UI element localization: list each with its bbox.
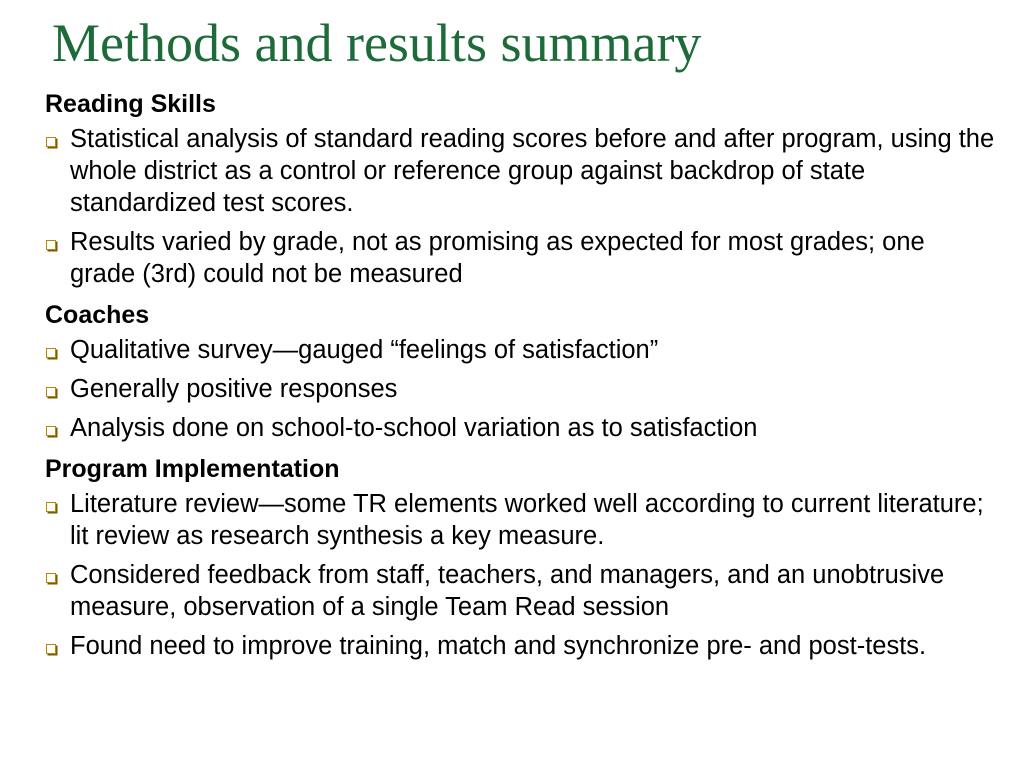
bullet-list bbox=[45, 123, 995, 290]
section-heading: Reading Skills bbox=[45, 90, 216, 118]
hollow-square-bullet-icon bbox=[46, 387, 56, 397]
bullet-list bbox=[45, 488, 995, 662]
bullet-text: Found need to improve training, match and synchronize pre- and post-tests. bbox=[70, 632, 927, 660]
bullet-item bbox=[45, 559, 995, 623]
bullet-item bbox=[45, 123, 995, 219]
section-heading: Coaches bbox=[45, 301, 150, 329]
bullet-item bbox=[45, 488, 995, 552]
bullet-list bbox=[45, 334, 995, 444]
bullet-item bbox=[45, 630, 995, 662]
bullet-text: Statistical analysis of standard reading scores before and after program, using the whole district as a control or reference group against backdrop of state standardized test scores. bbox=[70, 125, 995, 217]
bullet-item bbox=[45, 334, 995, 366]
bullet-text: Generally positive responses bbox=[70, 375, 398, 403]
bullet-text: Results varied by grade, not as promising as expected for most grades; one grade (3rd) could not be measured bbox=[70, 228, 925, 288]
bullet-text: Considered feedback from staff, teachers, and managers, and an unobtrusive measure, observation of a single Team Read session bbox=[70, 561, 945, 621]
bullet-item bbox=[45, 373, 995, 405]
bullet-item bbox=[45, 412, 995, 444]
section-reading-skills bbox=[45, 86, 995, 290]
hollow-square-bullet-icon bbox=[46, 240, 56, 250]
bullet-text: Analysis done on school-to-school variation as to satisfaction bbox=[70, 414, 758, 442]
section-program-implementation bbox=[45, 451, 995, 662]
bullet-text: Literature review—some TR elements worked well according to current literature; lit review as research synthesis a key measure. bbox=[70, 490, 984, 550]
hollow-square-bullet-icon bbox=[46, 644, 56, 654]
hollow-square-bullet-icon bbox=[46, 573, 56, 583]
slide-title: Methods and results summary bbox=[52, 13, 702, 73]
hollow-square-bullet-icon bbox=[46, 502, 56, 512]
section-heading: Program Implementation bbox=[45, 455, 340, 483]
hollow-square-bullet-icon bbox=[46, 426, 56, 436]
slide-body bbox=[45, 86, 995, 669]
hollow-square-bullet-icon bbox=[46, 348, 56, 358]
hollow-square-bullet-icon bbox=[46, 137, 56, 147]
bullet-text: Qualitative survey—gauged “feelings of satisfaction” bbox=[70, 336, 659, 364]
bullet-item bbox=[45, 226, 995, 290]
section-coaches bbox=[45, 297, 995, 444]
